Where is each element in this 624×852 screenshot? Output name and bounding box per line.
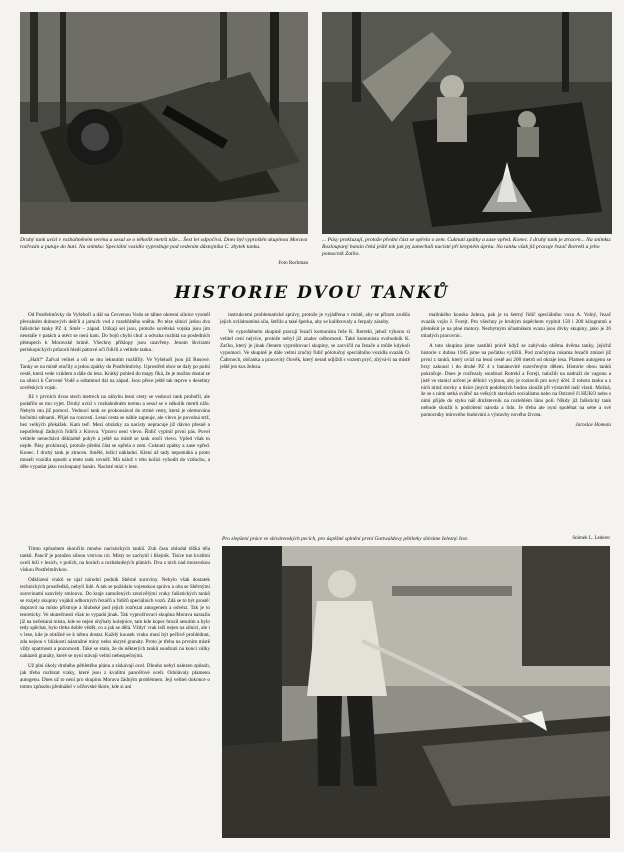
top-left-credit: Foto Rochman	[278, 260, 308, 266]
article-column-3	[421, 312, 611, 534]
article-column-2	[220, 312, 410, 520]
top-left-photo	[20, 12, 308, 234]
paragraph: malinkého kousku železa, pak je tu šetrný řidič speciálního vozu A. Volný, řezač svazák vojín J. Forejt. Pro všechny je hrubým úspěchem vyplnit 150 i 200 kilogramů a přeměnit je na plné motory. Nezbytným účastníkem svazu jsou dívky skupiny, jako je 26 mladých pracovnic.	[421, 312, 611, 339]
top-left-caption-text: Druhý tank uvízl v rozbahněném terénu a sesul se o několik metrů níže... Šest let odpočívá. Dnes byl vyproštěn skupinou Morava rozřezán a putuje do hutí. Na snímku: Speciální vozidlo vyproštuje pod vedením důstojníka C. zbytek tanku.	[20, 237, 308, 251]
top-left-caption	[20, 237, 308, 267]
top-right-caption-text: ... Pásy prokluzují, protože přední část se opřela o zem. Cuknutí zpátky a zase vpřed. Konec. I druhý tank je ztracen... Na snímku: Rozloupaný banán čeká ještě tok jak jej zanechali nacisté při krepném úprku. Na tanku však již pracuje řezač Rotrekl a jeho pomocník Zaťko.	[322, 237, 612, 258]
paragraph: instrukcemi problematické správy, protože je vyjádřena v místě, aby se přitom zrušila jejich ovládnutelná síla, šetřilo a také šperka, aby se kalibrovaly a čerpaly zásoby.	[220, 312, 410, 325]
paragraph: Odklizení vraků se ujal národní podnik Sběrné suroviny. Nebylo však dostatek technických prostředků, nebyli lidé. A tak se požádalo vojenskou správu a oba se Sběrnými surovinami uzavřely smlouvu. Do kraje zamořených zrezivělými vraky fašistických tanků se rozjely skupiny vojáků odborných řezačů a řidičů speciálních vozů. Zdá se to být prostě: dopravit na místo přístroje a hluboké pod jejich rozřezat autogenem a odvézt. Tak je to teoreticky. Ve skutečnosti však to vypadá jinak. Tak vyprošťovací skupina Morava narazila již na nečekaná místa, kde se nejen ohýbaly kolejnice, tam kde kopec hrozil sesutím a bylo tedy spěchat, bylo třeba dobře vědět, co a jak se dělá. Vždyť vrak leží nejen na silnici, ale i v lese, kde je obtížné se k němu dostat. Každý kousek vraku musí být pečlivě prohlédnut, zda nejsou v blízkosti nástražné miny nebo ukryté granáty. Proto je třeba na prvním místě vždy opatrnosti a pozornosti. Také se stalo, že do některých tanků soudruzi na konci války naházeli granáty, které se nyní stávají velmi nebezpečnými.	[20, 576, 210, 660]
paragraph: Už plní úkoly druhého pětiletého plánu a získávají ocel. Dlouho nebyl nalezen způsob, jak třeba rozřezat vraky, které jsou z kvalitní pancéřové oceli. Odolávaly plamenu autogenu. Dnes už to není pro skupinu Morava žádným problémem. Její velitel dokonce o tomto způsobu přednášel v učňovské škole, kde si ani	[20, 663, 210, 691]
paragraph: A tuto skupinu jsme zastihli právě když se zabývala oběma dvěma tanky, jejichž historie z dubna 1945 jsme na počátku vylíčili. Pod zručnýma rukama řezačů zmizel již první z tanků, který uvízl na lesní cestě asi 200 metrů od okraje lesa. Plamen autogenu se brzy zakousl i do druhé PZ 4 s banánovitě rozevřeným dělem. Historie obou tanků pokračuje. Dnes je rozřezaly soudruzi Rotrekl a Forejt, naložili na nádraží do vagonu a jistě ve stanici určení je dělníci vyjmou, aby je roztavili pro nový účel. Z tohoto tanku a z nich nímž stovky a tisíce jiných podobných budou sloužit při výstavbě naší vlasti. Možná, že se s nimi setká svářeč na velkých stavbách socialismu nebo na Ostravě či HUKO nebo s nimi přijde do styku náš družstevník na rozlehlém lánu polí. Nikdy již fašistický tank nebude sloužit k podrobení národa a lidu. Je třeba ale nyní spoléhat na sebe a své pomocníky mírového budování a výstavby nového života.	[421, 342, 611, 419]
bottom-photo-caption-text: Pro zlepšení práce ve slévárenských pecích, pro úspěšné splnění první Gottwaldovy pětiletky sbíráme železný šrot.	[222, 536, 469, 542]
paragraph: Od Postřelmůvky do Vyšehoří a dál na Červenou Vodu se táhne okresní silnice vysměl převalném dubnových dešťů a jarních vod z rozehřátého sněhu. Po téze silnici jedou dva fašistické tanky PZ 4. Směr – západ. Utíkají sel jsou, protože sovětská vojska jsou jim neustále v patách a utéct se není kam. Do bojů chybí chuť a odvaha rozbitá na posledních pěstupech k Moravské bráně. Všechny příklopy jsou uzavřeny. Jenom škvírami periskopických průzorů hledí pátravé oči řidičů a velitele tanku.	[20, 312, 210, 353]
top-right-photo	[322, 12, 612, 234]
bottom-photo-credit: Snímek L. Lederer	[572, 536, 610, 541]
article-column-1	[20, 312, 210, 520]
article-column-1-lower	[20, 546, 210, 842]
paragraph: „Halt!“ Zařval velitel a oči se mu leknutím rozšířily. Ve Vyšehoří jsou již Rusové. Tanky se na místě otočily a jedou zpátky do Postřelmůvky. Uprostřed obce se daly po polní cestě, která vede vzůdem a dále do lesa. Krátký pohled do mapy říká, že je možno dostat se na silnici k Červené Vodě a odtamtud dál na západ. Jsou přece ještě tak teprve s desetiny sovětských vojsk.	[20, 356, 210, 391]
paragraph: Tímto způsobem skončilo mnoho nacistických tanků. Zub času ohlodal těžká těla tanků. Pancíř je potažen silnou vrstvou rzi. Místy se zachytil i lišejník. Tisíce tun kvalitní oceli leží v lesích, v polích, na horách a rozbahněných pláních. Dva z nich nad moravskou vískou Postřelmůvkou.	[20, 546, 210, 573]
author-signature: Jaroslav Homola	[575, 422, 611, 429]
paragraph: Již v prvních dvou stech metrech na záhybu lesní cesty se vedoucí tank probořil, ale podařilo se mu vyjet. Druhý uvízl v rozbahněném terénu a sesul se o několik metrů níže. Nebylo mu již pomoci. Vedoucí tank se prokousával do strmé cesty, která je olemována bočními stěnami. Přijel na rozcestí. Lesní cesta se náhle zapnuje, ale vlevo je povolná strž, bez velkých překážek. Kam teď. Mezi obrázky za nacisty nepracuje již dávno přesně a nepotřebují žádných řidičů z Kirova. Vpravo není vlevo. Řidič vyplnil první pás. Povel velitele nenechává důkladně pohyb a ještě na místě se tank otočí vlevo. Vpřed však to nejde. Pásy prokluzují, protože přední část se opřela o zem. Cuknutí zpátky a zase vpřed. Konec. I druhý tank je ztracen. Smělé, ležící nákladní. Klení už tady nepomáhá a proto museli vozidla opustit a tento tank rovněž. Má nálož v této kolizi vyhodit do vzduchu, a děle vypadat jako rozloupaný banán. Nacisté mizí v lese.	[20, 394, 210, 471]
bottom-photo	[222, 546, 610, 838]
top-right-caption	[322, 237, 612, 267]
article-title: HISTORIE DVOU TANKŮ	[174, 283, 450, 303]
bottom-photo-caption	[222, 536, 610, 542]
paragraph: Ve vyproštěném skupině pracují řezači komunista řeže K. Rotrekl, jehož výkonu si velitel cení nejvíce, protože nebyl již znalec odbornosti. Také komunista svobodník K. Zaťko, který je jinak členem vyproštovací skupiny, se zacvičil na řezače a může kdykoli vypomoci. Ve skupině je dále velmi zručný řidič pólotučný speciálního vozidla svazák O. Čabrnoch, občanka a pracovitý člověk, který nerad odjíždí s vozem pryč, zbývá-li na místě ještě jen kus železa.	[220, 328, 410, 370]
